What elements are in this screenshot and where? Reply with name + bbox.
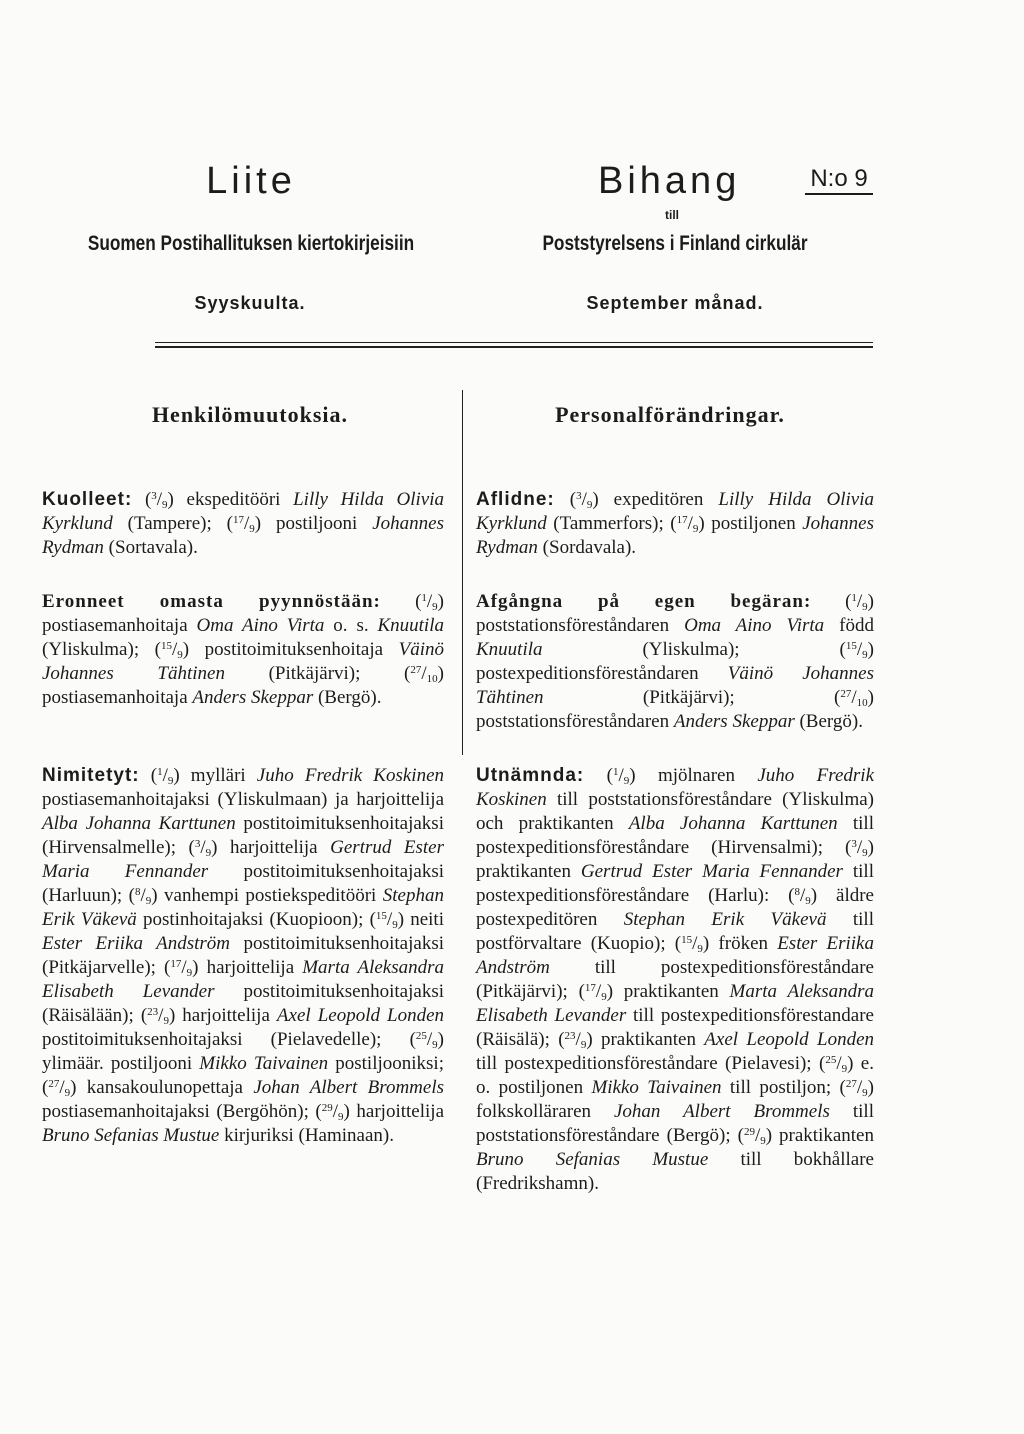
section-body: $(^1/_9)$ postiasemanhoitaja Oma Aino Virta o. s. Knuutila (Yliskulma); $(^{15}/_9)$ postitoimituksenhoitaja Väinö Johannes Tähtinen (Pitkäjärvi); $(^{27}/_{10})$ postiasemanhoitaja Anders Skeppar (Bergö).: [42, 591, 444, 708]
right-section-resigned: [476, 590, 874, 734]
section-lead: Utnämnda:: [476, 765, 585, 786]
left-section-deceased: [42, 488, 444, 560]
section-body: $(^3/_9)$ ekspeditööri Lilly Hilda Olivia Kyrklund (Tampere); $(^{17}/_9)$ postiljooni Johannes Rydman (Sortavala).: [42, 489, 444, 558]
divider-rule-top: [155, 342, 873, 343]
section-lead: Afgångna på egen begäran:: [476, 591, 812, 612]
left-section-resigned: [42, 590, 444, 710]
right-column-heading: Personalförändringar.: [555, 402, 785, 427]
section-body: $(^1/_9)$ mjölnaren Juho Fredrik Koskinen till poststationsföreståndare (Yliskulma) och praktikanten Alba Johanna Karttunen till postexpeditionsföreståndare (Hirvensalmi); $(^3/_9)$ praktikanten Gertrud Ester Maria Fennander till postexpeditionsföreståndare (Harlu): $(^8/_9)$ äldre postexpeditören Stephan Erik Väkevä till postförvaltare (Kuopio); $(^{15}/_9)$ fröken Ester Eriika Andström till postexpeditionsföreståndare (Pitkäjärvi); $(^{17}/_9)$ praktikanten Marta Aleksandra Elisabeth Levander till postexpeditionsförestandare (Räisälä); $(^{23}/_9)$ praktikanten Axel Leopold Londen till postexpeditionsföreståndare (Pielavesi); $(^{25}/_9)$ e. o. postiljonen Mikko Taivainen till postiljon; $(^{27}/_9)$ folkskolläraren Johan Albert Brommels till poststationsföreståndare (Bergö); $(^{29}/_9)$ praktikanten Bruno Sefanias Mustue till bokhållare (Fredrikshamn).: [476, 765, 875, 1194]
header-right-subtitle: Poststyrelsens i Finland cirkulär: [542, 232, 808, 255]
header-right-month: September månad.: [586, 293, 764, 313]
header-left-month: Syyskuulta.: [194, 293, 306, 313]
divider-rule-bottom: [155, 346, 873, 348]
section-lead: Nimitetyt:: [42, 765, 140, 786]
number-underline: [805, 193, 873, 195]
number-block: [805, 165, 873, 195]
right-section-deceased: [476, 488, 874, 560]
section-lead: Aflidne:: [476, 489, 555, 510]
header-left-subtitle: Suomen Postihallituksen kiertokirjeisiin: [87, 232, 415, 255]
header-right-till: till: [665, 208, 679, 222]
header-right-number: N:o 9: [810, 165, 868, 192]
section-body: $(^3/_9)$ expeditören Lilly Hilda Olivia Kyrklund (Tammerfors); $(^{17}/_9)$ postiljonen Johannes Rydman (Sordavala).: [476, 489, 874, 558]
section-body: $(^1/_9)$ poststationsföreståndaren Oma Aino Virta född Knuutila (Yliskulma); $(^{15}/_9)$ postexpeditionsföreståndaren Väinö Johannes Tähtinen (Pitkäjärvi); $(^{27}/_{10})$ poststationsföreståndaren Anders Skeppar (Bergö).: [476, 591, 874, 732]
header-left-title: Liite: [206, 160, 296, 202]
section-lead: Eronneet omasta pyynnöstään:: [42, 591, 381, 612]
left-column-heading: Henkilömuutoksia.: [151, 402, 349, 427]
header-right-title: Bihang: [598, 160, 741, 202]
section-lead: Kuolleet:: [42, 489, 133, 510]
column-divider: [462, 390, 463, 755]
section-body: $(^1/_9)$ mylläri Juho Fredrik Koskinen postiasemanhoitajaksi (Yliskulmaan) ja harjoittelija Alba Johanna Karttunen postitoimituksenhoitajaksi (Hirvensalmelle); $(^3/_9)$ harjoittelija Gertrud Ester Maria Fennander postitoimituksenhoitajaksi (Harluun); $(^8/_9)$ vanhempi postiekspeditööri Stephan Erik Väkevä postinhoitajaksi (Kuopioon); $(^{15}/_9)$ neiti Ester Eriika Andström postitoimituksenhoitajaksi (Pitkäjarvelle); $(^{17}/_9)$ harjoittelija Marta Aleksandra Elisabeth Levander postitoimituksenhoitajaksi (Räisälään); $(^{23}/_9)$ harjoittelija Axel Leopold Londen postitoimituksenhoitajaksi (Pielavedelle); $(^{25}/_9)$ ylimäär. postiljooni Mikko Taivainen postiljooniksi; $(^{27}/_9)$ kansakoulunopettaja Johan Albert Brommels postiasemanhoitajaksi (Bergöhön); $(^{29}/_9)$ harjoittelija Bruno Sefanias Mustue kirjuriksi (Haminaan).: [42, 765, 445, 1146]
right-section-appointed: [476, 764, 874, 1196]
left-section-appointed: [42, 764, 444, 1148]
